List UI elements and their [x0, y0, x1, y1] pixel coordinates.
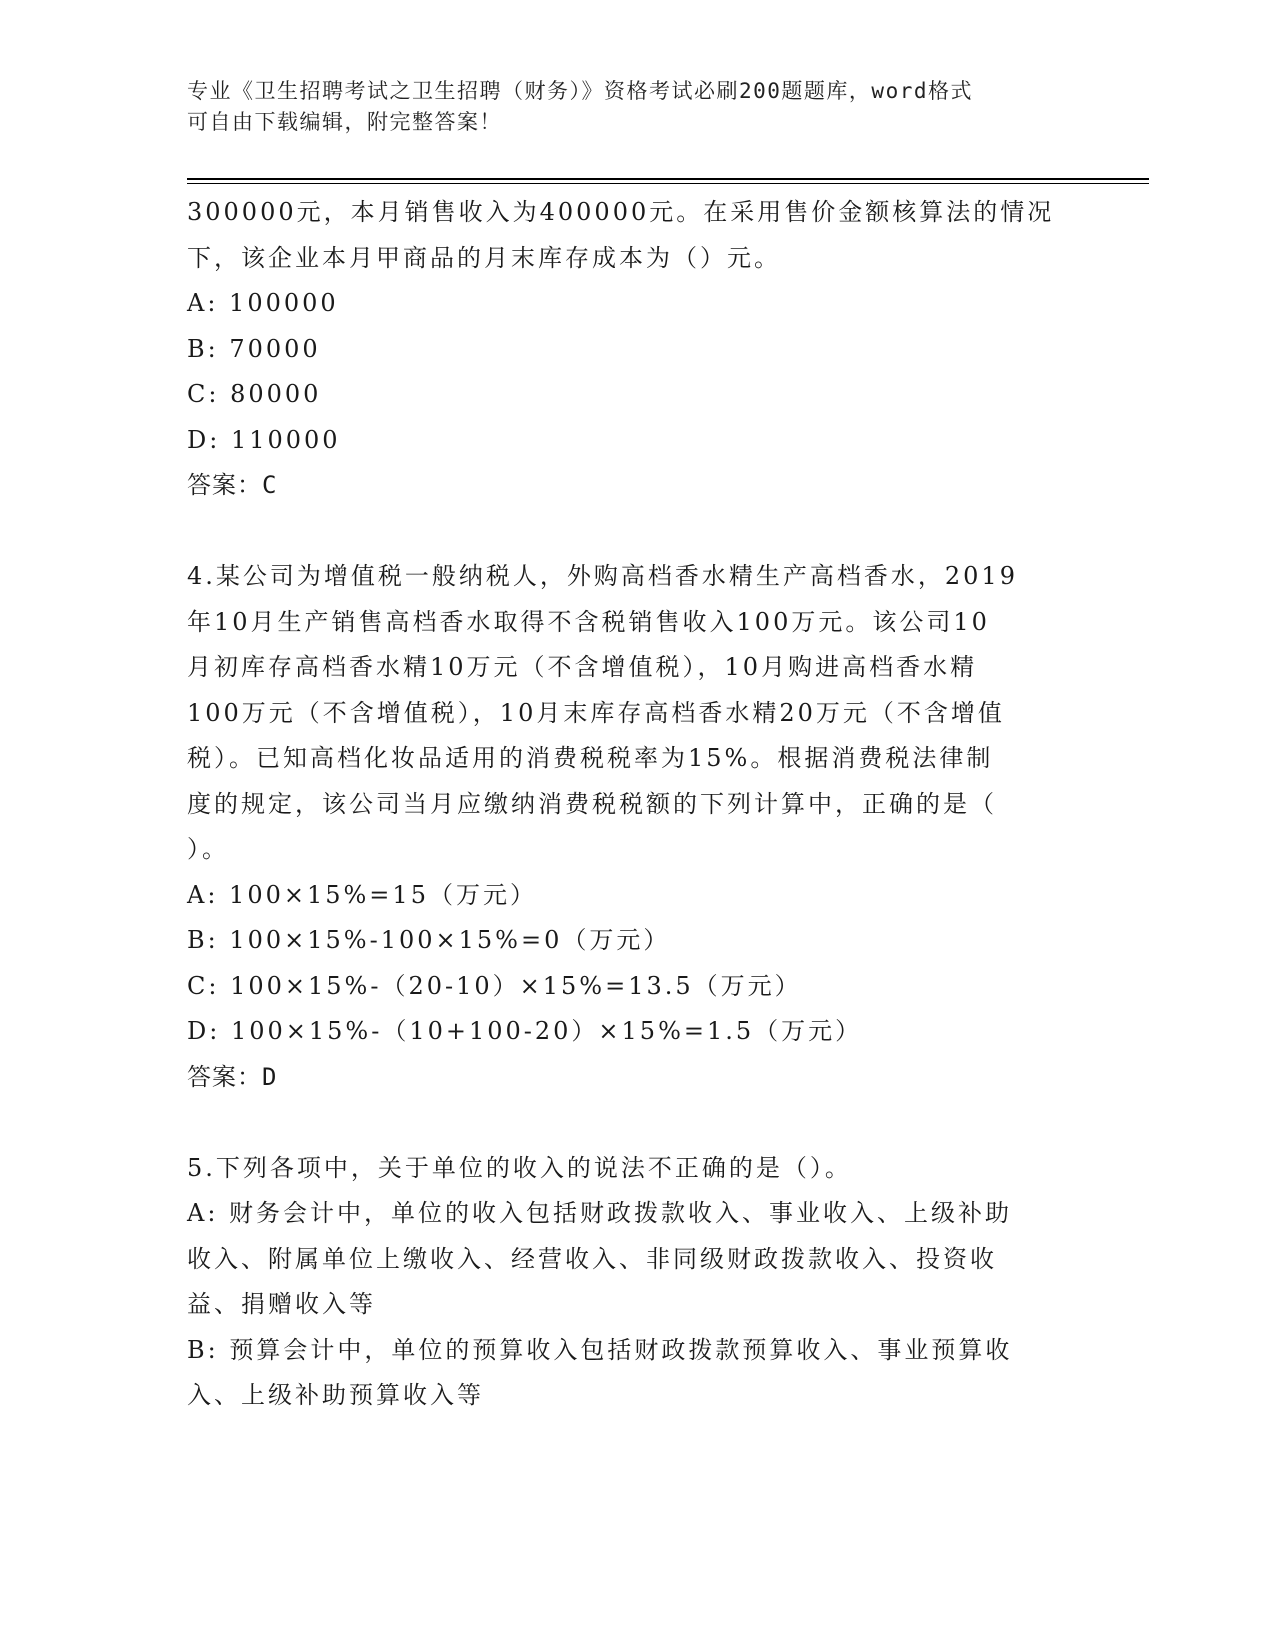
option-b: B: 70000: [187, 334, 321, 363]
option-d: D: 110000: [187, 425, 341, 454]
header-title-line-2: 可自由下载编辑，附完整答案！: [187, 110, 502, 134]
header-title-line-1: 专业《卫生招聘考试之卫生招聘（财务）》资格考试必刷200题题库，word格式: [187, 79, 973, 103]
question-block-4: [187, 554, 1087, 1100]
question-text-line: 度的规定，该公司当月应缴纳消费税税额的下列计算中，正确的是（: [187, 789, 997, 818]
question-text-line: 下，该企业本月甲商品的月末库存成本为（）元。: [187, 243, 781, 272]
question-text-line: ）。: [187, 835, 229, 863]
option-a: A: 100×15%=15（万元）: [187, 880, 537, 909]
option-b-continued: 入、上级补助预算收入等: [187, 1381, 484, 1409]
option-b: B: 100×15%-100×15%=0（万元）: [187, 926, 671, 954]
option-c: C: 100×15%-（20-10）×15%=13.5（万元）: [187, 971, 802, 1000]
document-body: [187, 190, 1087, 1419]
option-d: D: 100×15%-（10+100-20）×15%=1.5（万元）: [187, 1017, 863, 1045]
question-text-line: 4.某公司为增值税一般纳税人，外购高档香水精生产高档香水，2019: [187, 562, 1018, 590]
option-a-continued: 益、捐赠收入等: [187, 1290, 376, 1318]
spacer: [187, 1100, 1087, 1146]
answer-label: 答案：D: [187, 1062, 278, 1091]
spacer: [187, 509, 1087, 555]
option-a: A: 100000: [187, 289, 339, 317]
answer-label: 答案：C: [187, 471, 278, 499]
question-text-line: 5.下列各项中，关于单位的收入的说法不正确的是（）。: [187, 1153, 852, 1182]
header-divider-thin: [187, 183, 1149, 184]
question-text-line: 100万元（不含增值税），10月末库存高档香水精20万元（不含增值: [187, 698, 1005, 727]
question-text-line: 税）。已知高档化妆品适用的消费税税率为15%。根据消费税法律制: [187, 744, 994, 772]
option-c: C: 80000: [187, 380, 322, 408]
question-text-line: 年10月生产销售高档香水取得不含税销售收入100万元。该公司10: [187, 607, 990, 636]
option-a: A: 财务会计中，单位的收入包括财政拨款收入、事业收入、上级补助: [187, 1199, 1013, 1227]
document-header: [187, 76, 1087, 138]
question-text-line: 月初库存高档香水精10万元（不含增值税），10月购进高档香水精: [187, 653, 978, 681]
question-block-5: [187, 1146, 1087, 1419]
option-a-continued: 收入、附属单位上缴收入、经营收入、非同级财政拨款收入、投资收: [187, 1244, 997, 1273]
option-b: B: 预算会计中，单位的预算收入包括财政拨款预算收入、事业预算收: [187, 1335, 1013, 1364]
question-text-line: 300000元，本月销售收入为400000元。在采用售价金额核算法的情况: [187, 198, 1055, 226]
question-block-3: [187, 190, 1087, 509]
header-divider-thick: [187, 178, 1149, 180]
